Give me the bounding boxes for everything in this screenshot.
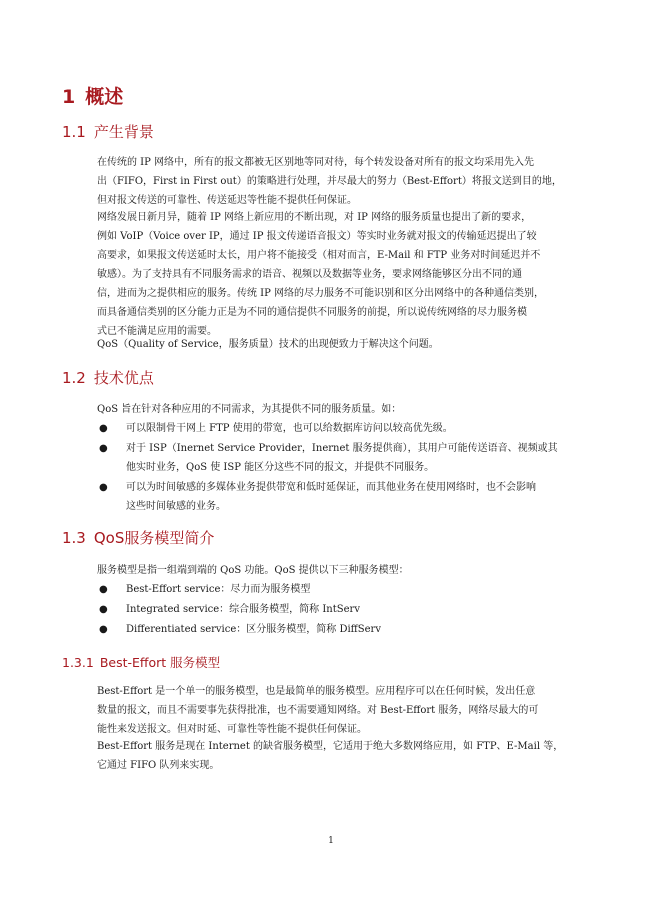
text-line: 它通过 FIFO 队列来实现。 <box>97 760 220 771</box>
paragraph <box>97 335 600 354</box>
list-item <box>97 439 600 477</box>
text-line: 敏感）。为了支持具有不同服务需求的语音、视频以及数据等业务，要求网络能够区分出不同的通 <box>97 269 522 280</box>
page-number: 1 <box>328 836 334 846</box>
text-line: 服务模型是指一组端到端的 QoS 功能。QoS 提供以下三种服务模型： <box>97 565 409 576</box>
text-line: QoS（Quality of Service，服务质量）技术的出现便致力于解决这个问题。 <box>97 339 439 350</box>
section-title: QoS服务模型简介 <box>93 529 215 547</box>
section-title: Best-Effort 服务模型 <box>99 655 221 670</box>
chapter-heading <box>62 82 123 109</box>
text-line: 信，进而为之提供相应的服务。传统 IP 网络的尽力服务不可能识别和区分出网络中的各种通信类别， <box>97 288 545 299</box>
section-heading-1-2 <box>62 367 154 388</box>
text-line: 但对报文传送的可靠性、传送延迟等性能不提供任何保证。 <box>97 195 357 206</box>
text-line: 数量的报文，而且不需要事先获得批准，也不需要通知网络。对 Best-Effort 服务，网络尽最大的可 <box>97 705 539 716</box>
list-item <box>97 580 600 599</box>
text-line: 可以为时间敏感的多媒体业务提供带宽和低时延保证，而其他业务在使用网络时，也不会影响 <box>126 482 536 493</box>
section-number: 1.3.1 <box>62 655 94 670</box>
text-line: Best-Effort 服务是现在 Internet 的缺省服务模型，它适用于绝大多数网络应用，如 FTP、E-Mail 等， <box>97 741 564 752</box>
bullet-icon: ● <box>99 443 108 454</box>
text-line: Best-Effort service：尽力而为服务模型 <box>126 584 311 595</box>
text-line: 出（FIFO，First in First out）的策略进行处理，并尽最大的努力（Best-Effort）将报文送到目的地， <box>97 176 562 187</box>
list-item <box>97 620 600 639</box>
text-line: 可以限制骨干网上 FTP 使用的带宽，也可以给数据库访问以较高优先级。 <box>126 423 453 434</box>
bullet-icon: ● <box>99 604 108 615</box>
section-number: 1.1 <box>62 123 86 141</box>
section-title: 产生背景 <box>93 123 154 141</box>
text-line: 他实时业务，QoS 使 ISP 能区分这些不同的报文，并提供不同服务。 <box>126 462 435 473</box>
subsection-heading-1-3-1 <box>62 653 220 671</box>
list-item <box>97 419 600 438</box>
text-line: 能性来发送报文。但对时延、可靠性等性能不提供任何保证。 <box>97 724 367 735</box>
chapter-title: 概述 <box>85 86 124 108</box>
section-number: 1.2 <box>62 369 86 387</box>
section-heading-1-3 <box>62 527 214 548</box>
text-line: Differentiated service：区分服务模型，简称 DiffServ <box>126 624 381 635</box>
paragraph <box>97 208 600 341</box>
chapter-number: 1 <box>62 86 76 108</box>
paragraph <box>97 737 600 775</box>
text-line: 例如 VoIP（Voice over IP，通过 IP 报文传递语音报文）等实时业务就对报文的传输延迟提出了较 <box>97 231 537 242</box>
text-line: QoS 旨在针对各种应用的不同需求，为其提供不同的服务质量。如： <box>97 404 402 415</box>
text-line: 这些时间敏感的业务。 <box>126 501 226 512</box>
text-line: 而具备通信类别的区分能力正是为不同的通信提供不同服务的前提，所以说传统网络的尽力服务模 <box>97 307 527 318</box>
section-title: 技术优点 <box>93 369 154 387</box>
bullet-list <box>97 580 600 640</box>
text-line: Best-Effort 是一个单一的服务模型，也是最简单的服务模型。应用程序可以在任何时候，发出任意 <box>97 686 536 697</box>
paragraph <box>97 400 600 419</box>
list-item <box>97 478 600 516</box>
text-line: 网络发展日新月异，随着 IP 网络上新应用的不断出现，对 IP 网络的服务质量也提出了新的要求， <box>97 212 532 223</box>
section-number: 1.3 <box>62 529 86 547</box>
text-line: 对于 ISP（Inernet Service Provider，Inernet 服务提供商），其用户可能传送语音、视频或其 <box>126 443 558 454</box>
text-line: Integrated service：综合服务模型，简称 IntServ <box>126 604 360 615</box>
paragraph <box>97 561 600 580</box>
bullet-icon: ● <box>99 584 108 595</box>
text-line: 在传统的 IP 网络中，所有的报文都被无区别地等同对待，每个转发设备对所有的报文均采用先入先 <box>97 157 535 168</box>
bullet-icon: ● <box>99 423 108 434</box>
paragraph <box>97 153 600 210</box>
bullet-icon: ● <box>99 624 108 635</box>
text-line: 式已不能满足应用的需要。 <box>97 326 217 337</box>
bullet-list <box>97 419 600 517</box>
text-line: 高要求，如果报文传送延时太长，用户将不能接受（相对而言，E-Mail 和 FTP 业务对时间延迟并不 <box>97 250 541 261</box>
section-heading-1-1 <box>62 121 154 142</box>
list-item <box>97 600 600 619</box>
bullet-icon: ● <box>99 482 108 493</box>
paragraph <box>97 682 600 739</box>
